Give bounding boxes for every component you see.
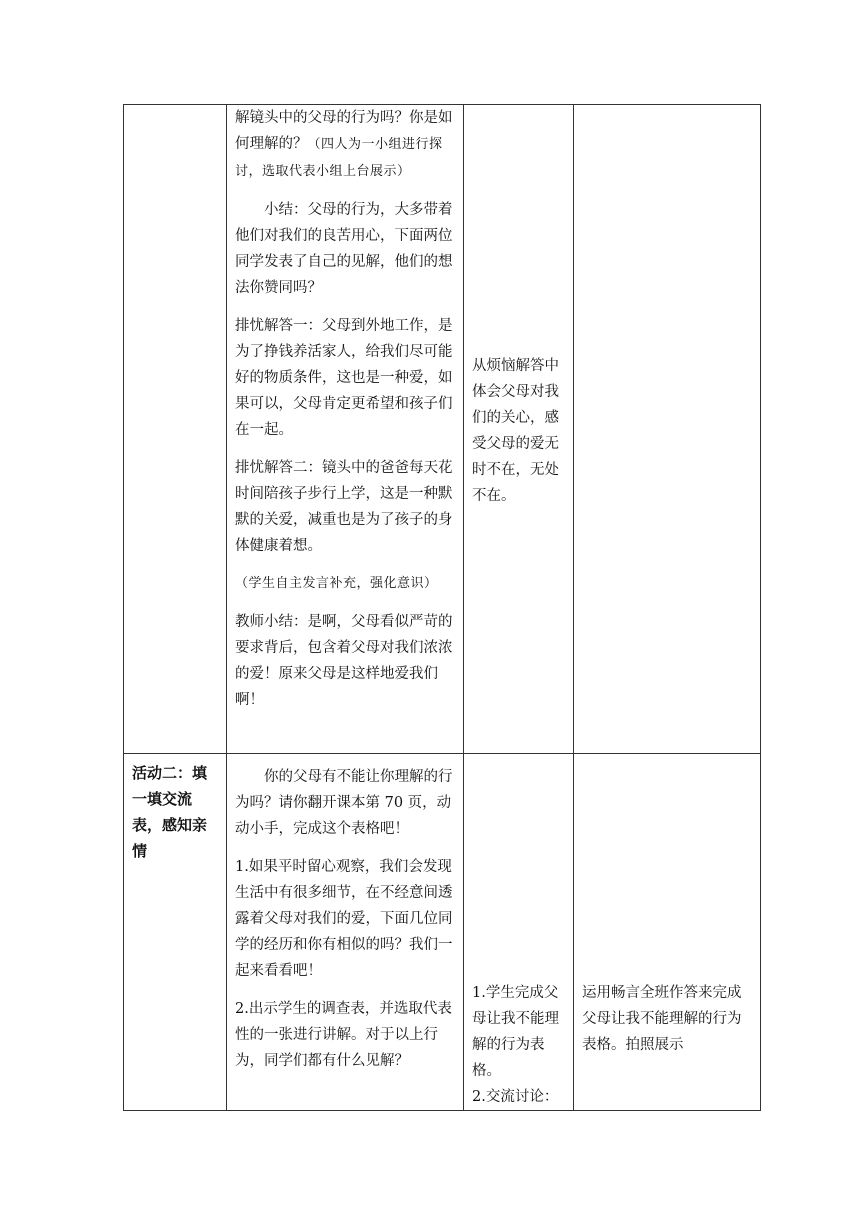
paragraph: 1.学生完成父母让我不能理解的行为表格。 [472,985,559,1079]
process-cell [227,754,464,1111]
paragraph: （学生自主发言补充，强化意识） [235,576,438,591]
paragraph: 排忧解答二：镜头中的爸爸每天花时间陪孩子步行上学，这是一种默默的关爱，减重也是为了孩子的身体健康着想。 [235,460,453,554]
paragraph: 1.如果平时留心观察，我们会发现生活中有很多细节，在不经意间透露着父母对我们的爱，下面几位同学的经历和你有相似的吗？我们一起来看看吧！ [235,859,453,979]
design-intent-cell [574,754,761,1111]
paragraph: 你的父母有不能让你理解的行为吗？请你翻开课本第 70 页，动动小手，完成这个表格吧！ [235,769,453,837]
paragraph: 排忧解答一：父母到外地工作，是为了挣钱养活家人，给我们尽可能好的物质条件，这也是一种爱，如果可以，父母肯定更希望和孩子们在一起。 [235,318,453,438]
paragraph: 解镜头中的父母的行为吗？你是如何理解的？（四人为一小组进行探讨，选取代表小组上台展示） [235,110,453,179]
paragraph: 2.出示学生的调查表，并选取代表性的一张进行讲解。对于以上行为，同学们都有什么见解？ [235,1001,452,1069]
design-intent-cell [574,105,761,754]
paragraph: 从烦恼解答中体会父母对我们的关心，感受父母的爱无时不在，无处不在。 [472,358,559,504]
paragraph: 2.交流讨论： [472,1089,559,1105]
paragraph: 教师小结：是啊，父母看似严苛的要求背后，包含着父母对我们浓浓的爱！原来父母是这样地爱我们啊！ [235,614,453,708]
activity-cell [124,754,227,1111]
student-activity-cell [464,105,574,754]
activity-cell [124,105,227,754]
table-row [124,754,761,1111]
student-activity-cell [464,754,574,1111]
lesson-plan-table [123,104,761,1111]
table-row [124,105,761,754]
paragraph: 运用畅言全班作答来完成父母让我不能理解的行为表格。拍照展示 [582,985,742,1053]
paragraph: 小结：父母的行为，大多带着他们对我们的良苦用心，下面两位同学发表了自己的见解，他们的想法你赞同吗？ [235,202,453,296]
process-cell [227,105,464,754]
activity-title: 活动二：填一填交流表，感知亲情 [132,764,208,860]
